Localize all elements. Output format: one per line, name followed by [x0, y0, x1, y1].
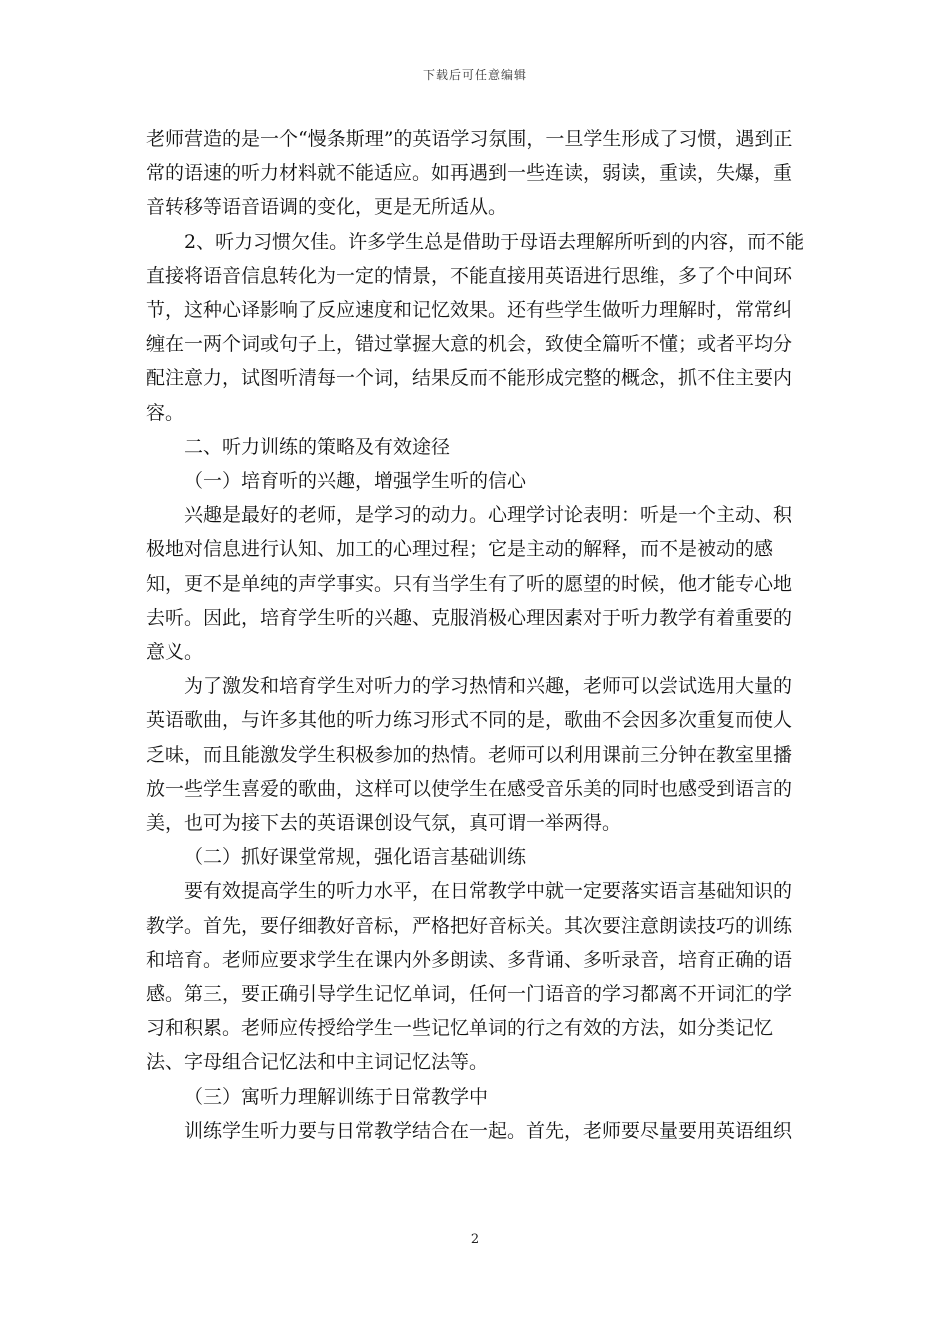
- subheading-classroom: （二）抓好课堂常规，强化语言基础训练: [184, 846, 527, 869]
- document-body: [146, 122, 808, 1148]
- page-header: 下载后可任意编辑: [422, 68, 527, 82]
- paragraph-interest: 兴趣是最好的老师，是学习的动力。心理学讨论表明：听是一个主动、积极地对信息进行认知、加工的心理过程；它是主动的解释，而不是被动的感知，更不是单纯的声学事实。只有当学生有了听的愿望的时候，他才能专心地去听。因此，培育学生听的兴趣、克服消极心理因素对于听力教学有着重要的意义。: [146, 504, 793, 664]
- paragraph-basics: 要有效提高学生的听力水平，在日常教学中就一定要落实语言基础知识的教学。首先，要仔细教好音标，严格把好音标关。其次要注意朗读技巧的训练和培育。老师应要求学生在课内外多朗读、多背诵、多听录音，培育正确的语感。第三，要正确引导学生记忆单词，任何一门语音的学习都离不开词汇的学习和积累。老师应传授给学生一些记忆单词的行之有效的方法，如分类记忆法、字母组合记忆法和中主词记忆法等。: [146, 880, 793, 1074]
- subheading-interest: （一）培育听的兴趣，增强学生听的信心: [184, 470, 527, 493]
- subheading-daily-teaching: （三）寓听力理解训练于日常教学中: [184, 1085, 489, 1108]
- page-number: 2: [470, 1232, 480, 1247]
- paragraph-listening-habits: 2、听力习惯欠佳。许多学生总是借助于母语去理解所听到的内容，而不能直接将语音信息转化为一定的情景，不能直接用英语进行思维，多了个中间环节，这种心译影响了反应速度和记忆效果。还有些学生做听力理解时，常常纠缠在一两个词或句子上，错过掌握大意的机会，致使全篇听不懂；或者平均分配注意力，试图听清每一个词，结果反而不能形成完整的概念，抓不住主要内容。: [146, 230, 805, 424]
- paragraph-songs: 为了激发和培育学生对听力的学习热情和兴趣，老师可以尝试选用大量的英语歌曲，与许多其他的听力练习形式不同的是，歌曲不会因多次重复而使人乏味，而且能激发学生积极参加的热情。老师可以利用课前三分钟在教室里播放一些学生喜爱的歌曲，这样可以使学生在感受音乐美的同时也感受到语言的美，也可为接下去的英语课创设气氛，真可谓一举两得。: [146, 675, 793, 835]
- section-heading-strategies: 二、听力训练的策略及有效途径: [184, 435, 451, 458]
- paragraph-continuation: 老师营造的是一个“慢条斯理”的英语学习氛围，一旦学生形成了习惯，遇到正常的语速的听力材料就不能适应。如再遇到一些连读，弱读，重读，失爆，重音转移等语音语调的变化，更是无所适从。: [146, 128, 793, 219]
- paragraph-daily-teaching: 训练学生听力要与日常教学结合在一起。首先，老师要尽量要用英语组织: [184, 1119, 793, 1142]
